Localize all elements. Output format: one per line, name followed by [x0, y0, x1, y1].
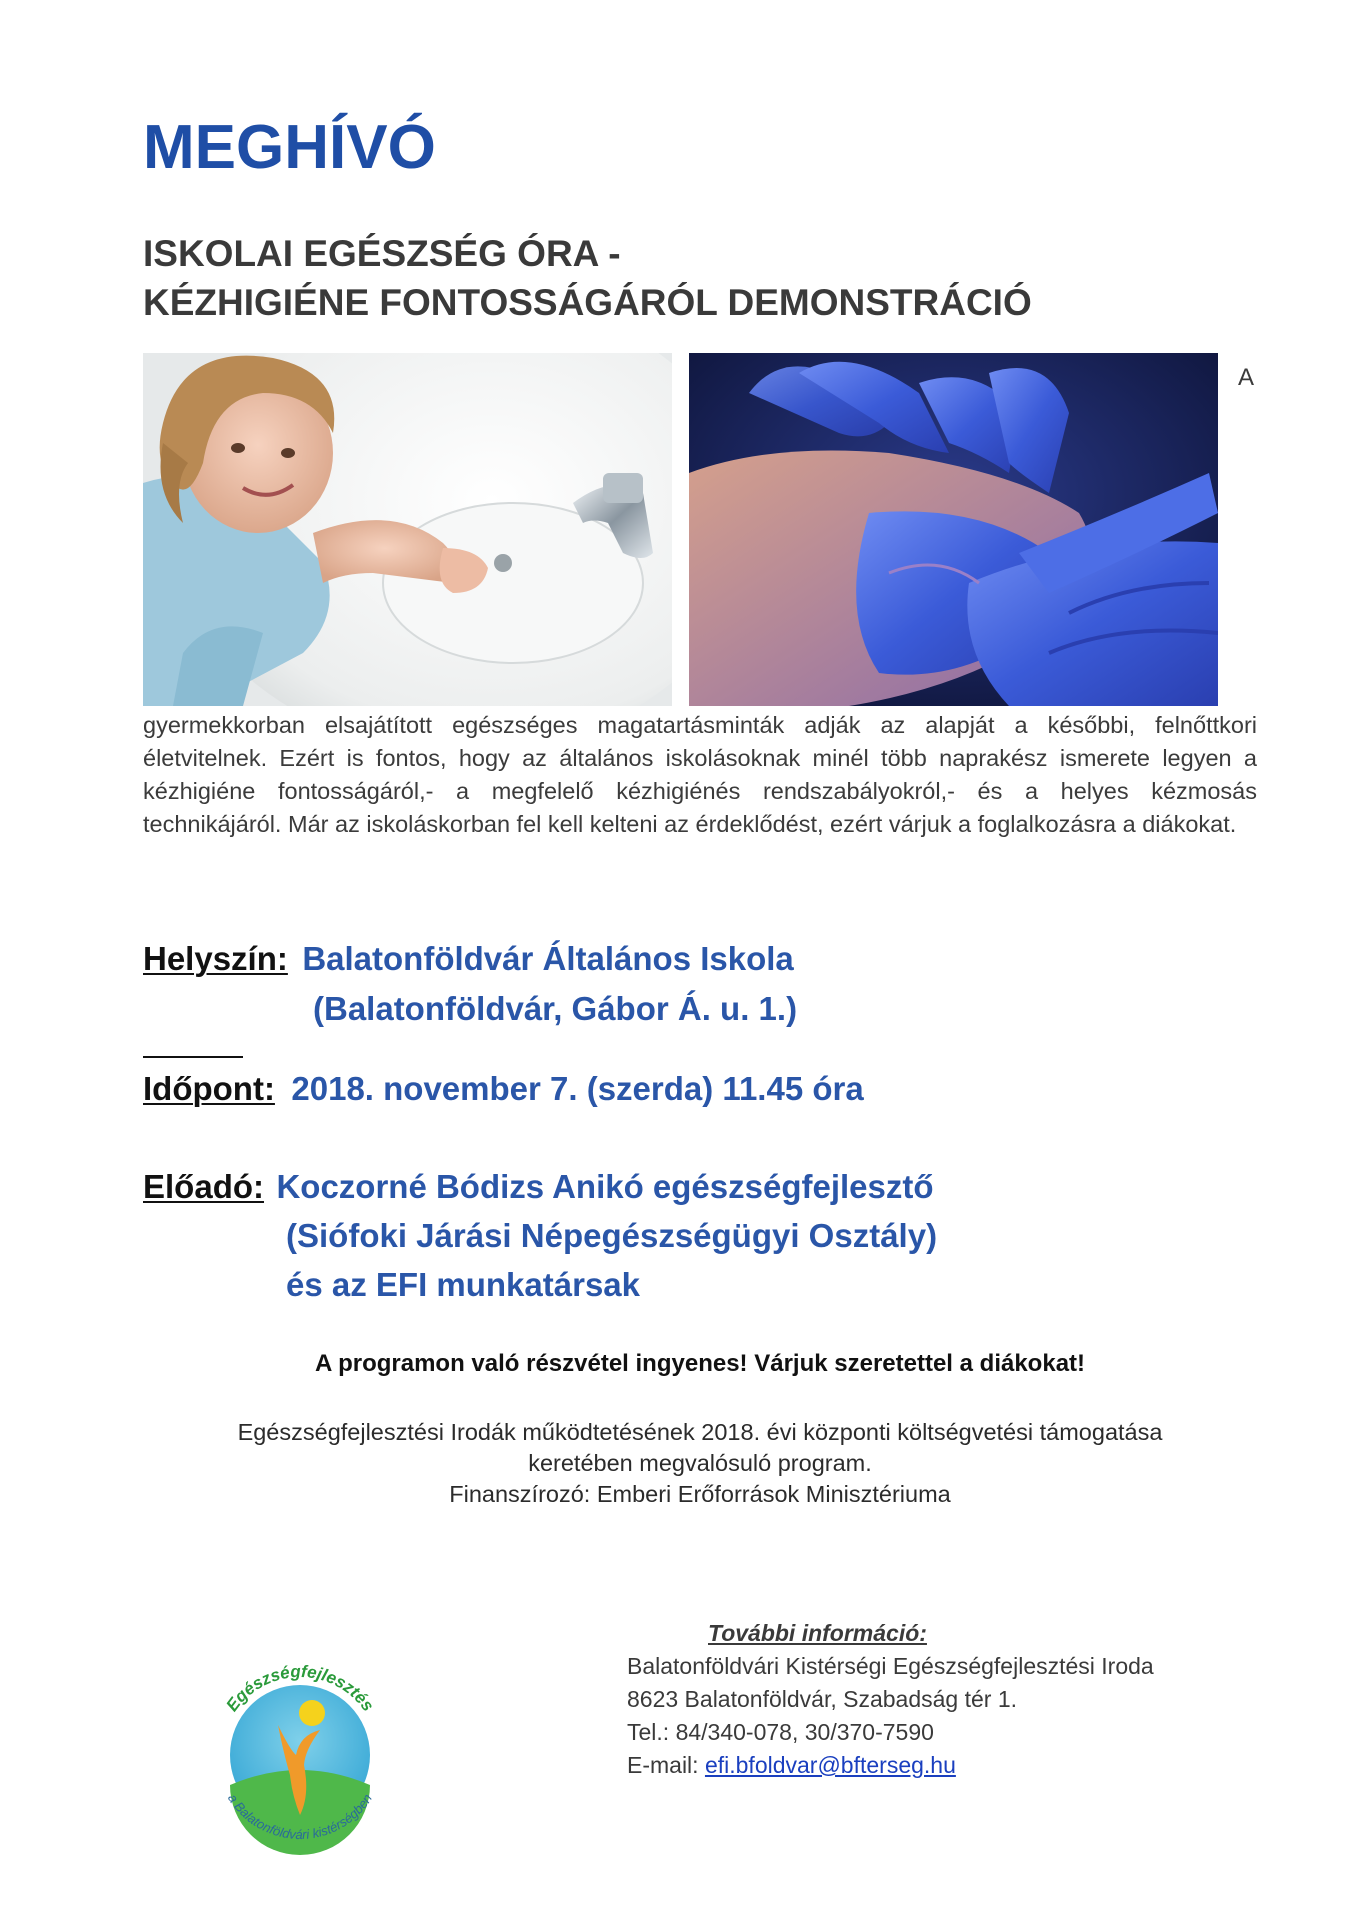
health-promotion-logo — [200, 1655, 400, 1855]
page-title: MEGHÍVÓ — [143, 113, 436, 182]
logo-bottom-text: a Balatonföldvári kistérségben — [225, 1791, 375, 1843]
location-address: (Balatonföldvár, Gábor Á. u. 1.) — [313, 990, 798, 1027]
location-label: Helyszín: — [143, 940, 288, 977]
free-participation-notice: A programon való részvétel ingyenes! Várjuk szeretettel a diákokat! — [314, 1350, 1086, 1377]
contact-address: 8623 Balatonföldvár, Szabadság tér 1. — [627, 1686, 1018, 1712]
presenter-label: Előadó: — [143, 1168, 264, 1205]
intro-letter: A — [1238, 364, 1255, 391]
intro-paragraph: gyermekkorban elsajátított egészséges magatartásminták adják az alapját a későbbi, felnőttkori életvitelnek. Ezért is fontos, hogy az általános iskolásoknak minél több naprakész ismerete legyen a kézhigiéne fontosságáról,- a megfelelő kézhigiénés rendszabályokról,- és a helyes kézmosás technikájáról. Már az iskoláskorban fel kell kelteni az érdeklődést, ezért várjuk a foglalkozásra a diákokat. — [143, 712, 1257, 837]
presenter-row — [143, 1168, 934, 1206]
funding-line-2: keretében megvalósuló program. — [528, 1450, 872, 1476]
location-name: Balatonföldvár Általános Iskola — [302, 940, 794, 977]
logo-top-text: Egészségfejlesztés — [222, 1661, 378, 1715]
contact-phone: Tel.: 84/340-078, 30/370-7590 — [627, 1719, 934, 1745]
time-value: 2018. november 7. (szerda) 11.45 óra — [291, 1070, 864, 1107]
contact-email-label: E-mail: — [627, 1752, 699, 1778]
contact-email-link[interactable]: efi.bfoldvar@bfterseg.hu — [704, 1752, 956, 1778]
subtitle-line-2: KÉZHIGIÉNE FONTOSSÁGÁRÓL DEMONSTRÁCIÓ — [143, 282, 1032, 323]
presenter-organization: (Siófoki Járási Népegészségügyi Osztály) — [286, 1217, 938, 1254]
time-label: Időpont: — [143, 1070, 275, 1107]
presenter-name: Koczorné Bódizs Anikó egészségfejlesztő — [276, 1168, 934, 1205]
presenter-team: és az EFI munkatársak — [286, 1266, 641, 1303]
uv-light-hands-photo — [689, 353, 1218, 706]
contact-title: További információ: — [708, 1620, 927, 1646]
contact-office: Balatonföldvári Kistérségi Egészségfejlesztési Iroda — [627, 1653, 1154, 1679]
funding-line-1: Egészségfejlesztési Irodák működtetésének 2018. évi központi költségvetési támogatása — [237, 1419, 1163, 1445]
location-row — [143, 940, 794, 978]
time-row — [143, 1070, 864, 1108]
contact-email-row — [627, 1749, 956, 1782]
subtitle-line-1: ISKOLAI EGÉSZSÉG ÓRA - — [143, 233, 621, 274]
funding-line-3: Finanszírozó: Emberi Erőforrások Minisztériuma — [449, 1481, 951, 1507]
child-washing-hands-photo — [143, 353, 672, 706]
divider-line — [143, 1056, 243, 1058]
